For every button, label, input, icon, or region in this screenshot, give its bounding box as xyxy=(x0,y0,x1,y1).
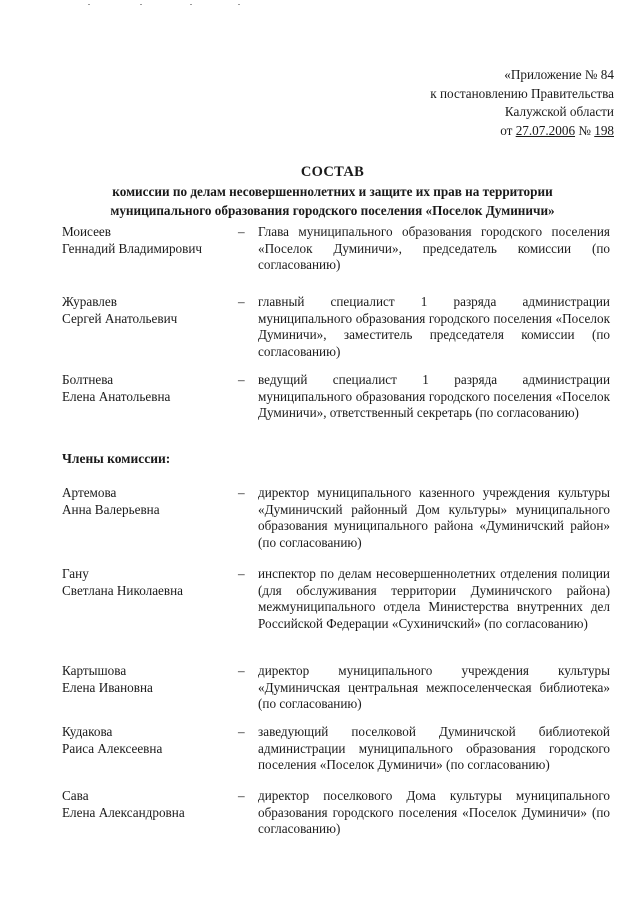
appendix-date-prefix: от xyxy=(500,122,516,138)
person-given-names: Сергей Анатольевич xyxy=(62,310,178,326)
dash: – xyxy=(238,485,245,500)
person-name xyxy=(62,224,232,257)
appendix-number-prefix: № xyxy=(575,122,595,138)
appendix-line-4 xyxy=(354,122,614,141)
person-surname: Кудакова xyxy=(62,724,113,739)
person-given-names: Елена Анатольевна xyxy=(62,388,171,404)
scan-artifacts xyxy=(0,4,640,8)
dash: – xyxy=(238,788,245,803)
title-subtitle-line-1: комиссии по делам несовершеннолетних и защите их прав на территории xyxy=(112,184,553,199)
person-surname: Гану xyxy=(62,566,89,581)
person-name xyxy=(62,788,232,821)
dash: – xyxy=(238,724,245,739)
dash: – xyxy=(238,294,245,309)
person-given-names: Елена Ивановна xyxy=(62,679,153,695)
document-title xyxy=(60,163,605,220)
appendix-line-3: Калужской области xyxy=(504,104,614,119)
appendix-line-1: «Приложение № 84 xyxy=(504,67,614,82)
appendix-date: 27.07.2006 xyxy=(515,122,576,138)
person-name xyxy=(62,566,232,599)
person-role: Глава муниципального образования городского поселения «Поселок Думиничи», председатель комиссии (по согласованию) xyxy=(258,224,610,272)
dash: – xyxy=(238,224,245,239)
person-name xyxy=(62,663,232,696)
person-role: директор муниципального учреждения культуры «Думиничская центральная межпоселенческая библиотека» (по согласованию) xyxy=(258,663,610,711)
person-name xyxy=(62,724,232,757)
dash: – xyxy=(238,566,245,581)
person-given-names: Елена Александровна xyxy=(62,804,185,820)
person-surname: Сава xyxy=(62,788,89,803)
dash: – xyxy=(238,372,245,387)
person-name xyxy=(62,372,232,405)
person-role: ведущий специалист 1 разряда администрации муниципального образования городского поселения «Поселок Думиничи», ответственный секретарь (по согласованию) xyxy=(258,372,610,420)
appendix-line-2: к постановлению Правительства xyxy=(430,85,614,101)
person-surname: Моисеев xyxy=(62,224,111,239)
dash: – xyxy=(238,663,245,678)
person-name xyxy=(62,485,232,518)
title-heading: СОСТАВ xyxy=(300,164,365,180)
person-surname: Артемова xyxy=(62,485,117,500)
person-role: главный специалист 1 разряда администрации муниципального образования городского поселения «Поселок Думиничи», заместитель председателя комиссии (по согласованию) xyxy=(258,294,610,359)
person-given-names: Геннадий Владимирович xyxy=(62,240,203,256)
appendix-number: 198 xyxy=(594,122,614,138)
person-given-names: Анна Валерьевна xyxy=(62,501,160,517)
person-role: заведующий поселковой Думиничской библиотекой администрации муниципального образования городского поселения «Поселок Думиничи» (по согласованию) xyxy=(258,724,610,772)
appendix-header xyxy=(354,66,614,140)
person-role: инспектор по делам несовершеннолетних отделения полиции (для обслуживания территории Думиничского района) межмуниципального отдела Министерства внутренних дел Российской Федерации «Сухиничский» (по согласованию) xyxy=(258,566,610,631)
person-surname: Журавлев xyxy=(62,294,117,309)
person-role: директор поселкового Дома культуры муниципального образования городского поселения «Поселок Думиничи» (по согласованию) xyxy=(258,788,610,836)
members-heading: Члены комиссии: xyxy=(62,451,171,466)
person-given-names: Раиса Алексеевна xyxy=(62,740,163,756)
title-subtitle-line-2: муниципального образования городского поселения «Поселок Думиничи» xyxy=(110,203,555,218)
person-surname: Болтнева xyxy=(62,372,114,387)
person-role: директор муниципального казенного учреждения культуры «Думиничский районный Дом культуры» муниципального образования муниципального района «Думиничский район» (по согласованию) xyxy=(258,485,610,550)
person-given-names: Светлана Николаевна xyxy=(62,582,184,598)
person-name xyxy=(62,294,232,327)
person-surname: Картышова xyxy=(62,663,127,678)
